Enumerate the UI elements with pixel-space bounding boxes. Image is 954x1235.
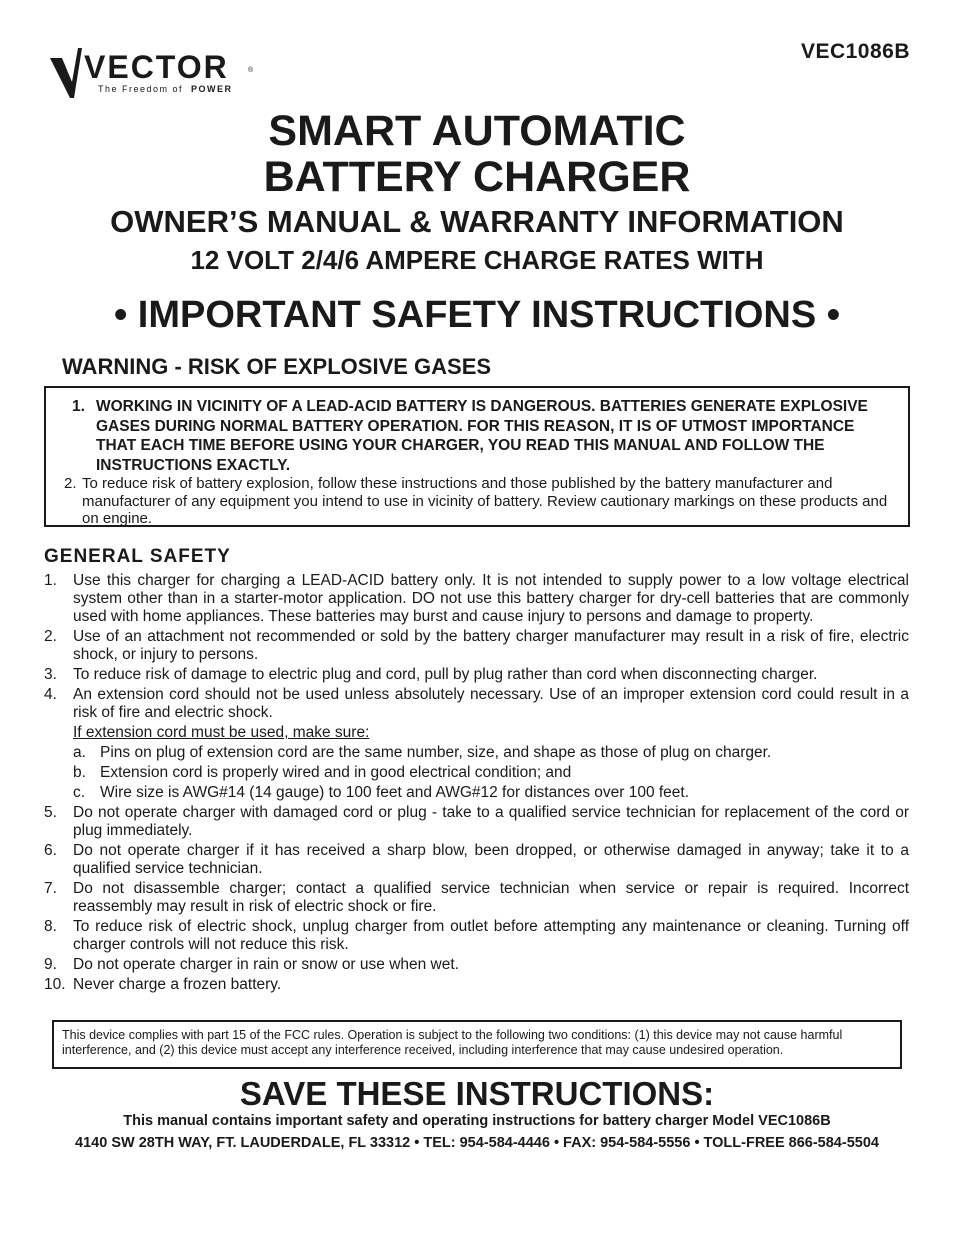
safety-item-text: Do not operate charger in rain or snow or use when wet.: [73, 956, 459, 973]
safety-item-text: To reduce risk of electric shock, unplug charger from outlet before attempting any maintenance or cleaning. Turning off charger controls will not reduce this risk.: [73, 918, 909, 953]
general-safety-title: GENERAL SAFETY: [44, 546, 231, 567]
safety-item-number: 7.: [44, 880, 57, 897]
subtitle-ratings: 12 VOLT 2/4/6 AMPERE CHARGE RATES WITH: [190, 245, 764, 275]
lightning-v-icon: [50, 48, 82, 98]
extension-item-text: Wire size is AWG#14 (14 gauge) to 100 feet and AWG#12 for distances over 100 feet.: [100, 784, 690, 801]
safety-item: [44, 842, 909, 878]
warning-title: WARNING - RISK OF EXPLOSIVE GASES: [62, 354, 492, 379]
safety-item-number: 3.: [44, 666, 57, 683]
logo-word: VECTOR: [84, 49, 229, 85]
registered-mark-icon: ®: [248, 67, 254, 74]
safety-item-text: Never charge a frozen battery.: [73, 976, 282, 993]
footer-manual-note: This manual contains important safety and operating instructions for battery charger Model VEC1086B: [123, 1113, 831, 1129]
warning-item: [66, 397, 894, 475]
title-line-2: BATTERY CHARGER: [263, 153, 691, 201]
warning-item-number: 1.: [72, 398, 85, 415]
safety-item-text: Use this charger for charging a LEAD-ACID battery only. It is not intended to supply power to a low voltage electrical system other than in a starter-motor application. DO not use this battery charger for dry-cell batteries that are commonly used with home appliances. These batteries may burst and cause injury to persons and damage to property.: [73, 572, 909, 625]
logo-tagline-strong: POWER: [191, 84, 233, 94]
safety-item-number: 6.: [44, 842, 57, 859]
safety-item-text: Do not disassemble charger; contact a qualified service technician when service or repair is required. Incorrect reassembly may result in risk of electric shock or fire.: [73, 880, 909, 915]
safety-item-text: Do not operate charger if it has received a sharp blow, been dropped, or otherwise damaged in anyway; take it to a qualified service technician.: [73, 842, 909, 877]
safety-item: [44, 956, 909, 974]
subtitle-manual: OWNER’S MANUAL & WARRANTY INFORMATION: [110, 204, 844, 239]
save-instructions-heading: SAVE THESE INSTRUCTIONS:: [239, 1075, 715, 1112]
warning-item-text: WORKING IN VICINITY OF A LEAD-ACID BATTERY IS DANGEROUS. BATTERIES GENERATE EXPLOSIVE GASES DURING NORMAL BATTERY OPERATION. FOR THIS REASON, IT IS OF UTMOST IMPORTANCE THAT EACH TIME BEFORE USING YOUR CHARGER, YOU READ THIS MANUAL AND FOLLOW THE INSTRUCTIONS EXACTLY.: [96, 398, 868, 474]
safety-item-number: 2.: [44, 628, 57, 645]
warning-item-text: To reduce risk of battery explosion, follow these instructions and those published by the battery manufacturer and manufacturer of any equipment you intend to use in vicinity of battery. Review cautionary markings on these products and on engine.: [82, 475, 888, 527]
safety-item: [44, 666, 909, 684]
safety-item-number: 8.: [44, 918, 57, 935]
safety-item: [44, 804, 909, 840]
extension-cord-item: [44, 764, 909, 782]
logo-tagline: [98, 84, 233, 94]
safety-item: [44, 628, 909, 664]
safety-heading: • IMPORTANT SAFETY INSTRUCTIONS •: [113, 294, 841, 336]
safety-item-number: 5.: [44, 804, 57, 821]
safety-item: [44, 918, 909, 954]
extension-cord-intro: If extension cord must be used, make sure:: [73, 724, 370, 741]
safety-item-text: An extension cord should not be used unless absolutely necessary. Use of an improper extension cord could result in a risk of fire and electric shock.: [73, 686, 909, 721]
extension-item-letter: a.: [73, 744, 86, 761]
safety-item: [44, 976, 909, 994]
warning-item-number: 2.: [64, 475, 77, 492]
title-line-1: SMART AUTOMATIC: [268, 107, 686, 155]
general-safety-list: [44, 572, 909, 996]
footer-address: 4140 SW 28TH WAY, FT. LAUDERDALE, FL 33312 • TEL: 954-584-4446 • FAX: 954-584-5556 • TOLL-FREE 866-584-5504: [75, 1135, 879, 1151]
extension-item-letter: c.: [73, 784, 86, 801]
safety-item-number: 9.: [44, 956, 57, 973]
warning-box: [44, 386, 910, 527]
extension-cord-item: [44, 784, 909, 802]
safety-item: [44, 686, 909, 722]
fcc-notice-text: This device complies with part 15 of the FCC rules. Operation is subject to the following two conditions: (1) this device may not cause harmful interference, and (2) this device must accept any interference received, including interference that may cause undesired operation.: [62, 1028, 843, 1057]
warning-item: [56, 475, 894, 528]
fcc-notice: [52, 1020, 902, 1069]
model-number: VEC1086B: [800, 40, 910, 63]
safety-item-text: To reduce risk of damage to electric plug and cord, pull by plug rather than cord when disconnecting charger.: [73, 666, 818, 683]
safety-item-text: Use of an attachment not recommended or sold by the battery charger manufacturer may result in a risk of fire, electric shock, or injury to persons.: [73, 628, 909, 663]
safety-item-text: Do not operate charger with damaged cord or plug - take to a qualified service technician for replacement of the cord or plug immediately.: [73, 804, 909, 839]
extension-item-text: Extension cord is properly wired and in good electrical condition; and: [100, 764, 572, 781]
safety-item-number: 10.: [44, 976, 66, 993]
extension-item-text: Pins on plug of extension cord are the same number, size, and shape as those of plug on charger.: [100, 744, 772, 761]
safety-item-number: 1.: [44, 572, 57, 589]
extension-item-letter: b.: [73, 764, 86, 781]
safety-item: [44, 880, 909, 916]
vector-logo: [48, 42, 268, 100]
extension-cord-item: [44, 744, 909, 762]
vector-logo-mark: [48, 42, 268, 100]
logo-tagline-prefix: The Freedom of: [98, 84, 184, 94]
safety-item: [44, 572, 909, 626]
safety-item-number: 4.: [44, 686, 57, 703]
